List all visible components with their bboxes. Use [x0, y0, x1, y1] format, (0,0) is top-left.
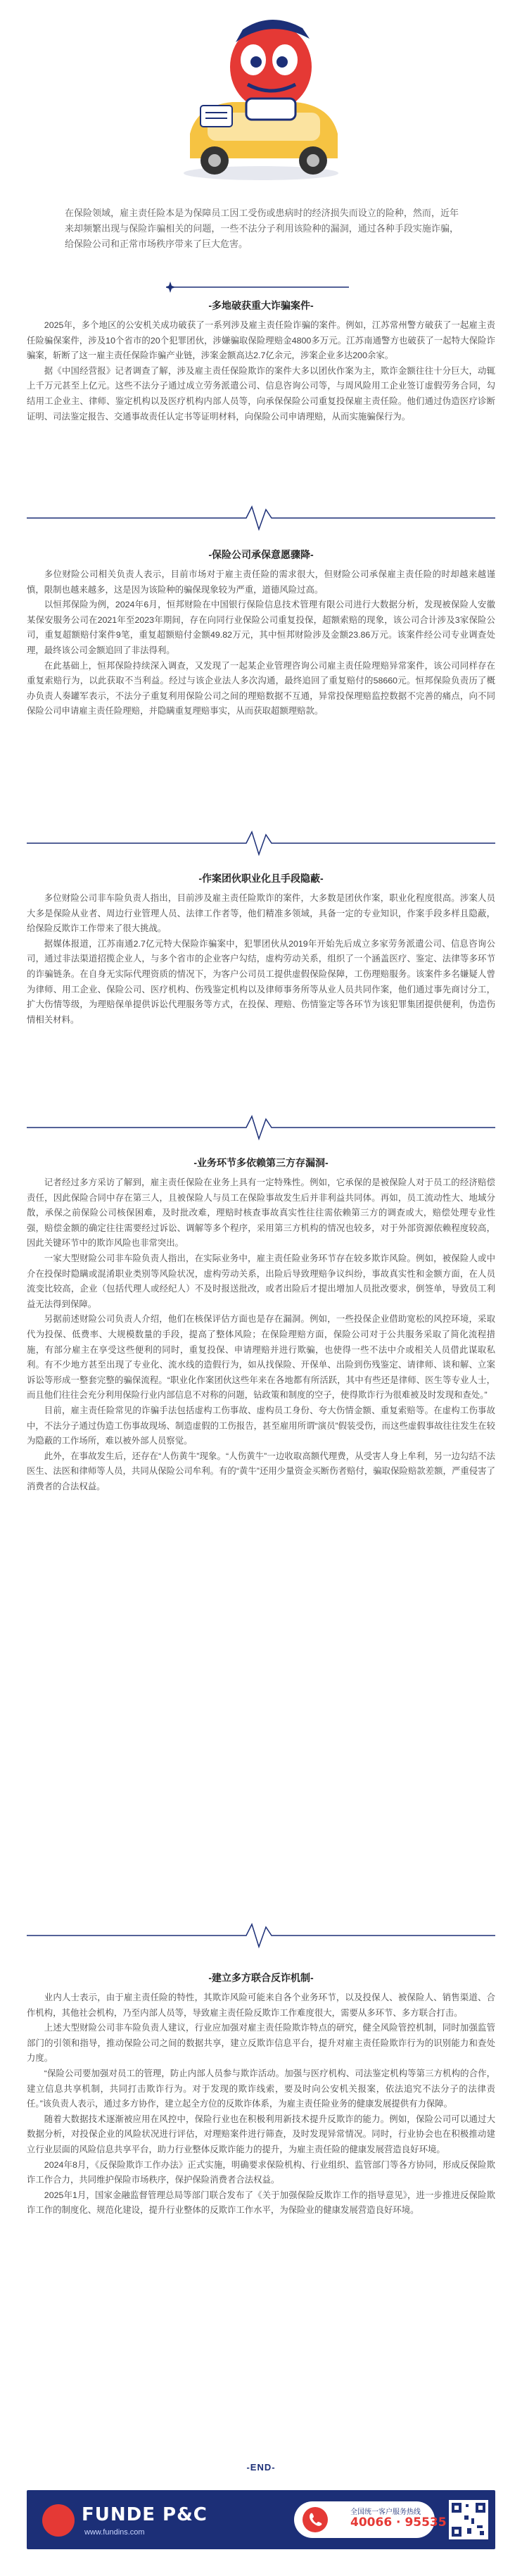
section-2-body [27, 567, 495, 719]
paragraph: 目前，雇主责任险常见的诈骗手法包括虚构工伤事故、虚构员工身份、夸大伤情金额、重复索赔等。在虚构工伤事故中，不法分子通过伪造工伤事故现场、制造虚假的工伤报告，甚至雇用所谓“演员”假装受伤，而这些虚假事故往往发生在较为隐蔽的工作场所，难以被外部人员察觉。 [27, 1405, 495, 1446]
paragraph: 随着大数据技术逐渐被应用在风控中，保险行业也在积极利用新技术提升反欺诈的能力。例如，保险公司可以通过大数据分析，对投保企业的风险状况进行评估，对理赔案件进行筛查，及时发现异常情况。同时，行业协会也在积极推动建立行业层面的风险信息共享平台，助力行业整体反欺诈能力的提升，为雇主责任险的健康发展营造良好环境。 [27, 2114, 495, 2154]
section-5-body [27, 1990, 495, 2218]
paragraph: 一家大型财险公司非车险负责人指出，在实际业务中，雇主责任险业务环节存在较多欺诈风险。例如，被保险人或中介在投保时隐瞒或混淆职业类别等风险状况，虚构劳动关系，出险后导致理赔争议纠纷，事故真实性和金额方面，在人员流变比较高，企业（包括代理人或经纪人）不及时报送批改，或者出险后才提出增加人员批改要求，倒签单，导致员工利益无法得到保障。 [27, 1253, 495, 1309]
paragraph: 上述大型财险公司非车险负责人建议，行业应加强对雇主责任险欺诈特点的研究，健全风险管控机制，同时加强监管部门的引领和指导，推动保险公司之间的数据共享，建立反欺诈信息平台，提升对雇主责任险欺诈行为的识别能力和查处力度。 [27, 2023, 495, 2064]
section-title-3: -作案团伙职业化且手段隐蔽- [198, 873, 324, 884]
section-title-5: -建立多方联合反诈机制- [208, 1972, 314, 1983]
paragraph: 多位财险公司相关负责人表示，目前市场对于雇主责任险的需求很大，但财险公司承保雇主责任险的时却越来越谨慎，限制也越来越多，这是因为该险种的骗保现象较为严重，道德风险过高。 [27, 569, 495, 595]
section-divider-1 [166, 282, 356, 293]
hotline-label: 全国统一客户服务热线 [350, 2508, 421, 2516]
paragraph: 业内人士表示，由于雇主责任险的特性，其欺诈风险可能来自各个业务环节，以及投保人、被保险人、销售渠道、合作机构，其他社会机构，乃至内部人员等，导致雇主责任险反欺诈工作难度很大，需要从多环节、多方联合打击。 [27, 1993, 495, 2018]
qr-code-icon [449, 2500, 488, 2539]
brand-logo-icon [42, 2504, 75, 2537]
paragraph: 在此基础上，恒邦保险持续深入调查，又发现了一起某企业管理咨询公司雇主责任险理赔异常案件，该公司同样存在重复索赔行为，以此获取不当利益。经过与该企业法人多次沟通，最终追回了重复赔付的58660元。恒邦保险负责历了概办负责人奏罐军表示，不法分子重复利用保险公司之间的理赔数据不互通，异常投保理赔监控数据不完善的痛点，向不同保险公司申请雇主责任险理赔，并隐瞒重复理赔事实，从而获取超额理赔款。 [27, 660, 495, 716]
hotline-number[interactable]: 40066 · 95535 [350, 2515, 447, 2530]
paragraph: 另据前述财险公司负责人介绍，他们在核保评估方面也是存在漏洞。例如，一些投保企业借助宽松的风控环境，采取代为投保、低费率、大规模数量的手段，提高了整体风险；在保险理赔方面，保险公司对于公共服务采取了简化流程措施，有部分雇主在享受这些便利的同时，重复投保、申请理赔并进行欺骗，也使得一些不法中介或相关人员借此谋取私利。有不少地方甚至出现了专业化、流水线的造假行为，如从找保险、开保单、出险到伤残鉴定、请律师、谈和解、立案诉讼等形成一整套完整的骗保流程。“职业化作案团伙这些年来在各地都有所活跃，其中有些还是律师、医生等专业人士，而且他们往往会充分利用保险行业内部信息不对称的问题，钻政策和制度的空子，使得欺诈行为很难被及时发现和查处。” [27, 1314, 495, 1401]
paragraph: 2025年1月，国家金融监督管理总局等部门联合发布了《关于加强保险反欺诈工作的指导意见》，进一步推进反保险欺诈工作的制度化、规范化建设，提升行业整体的反欺诈工作水平，为保险业的健康发展营造良好环境。 [27, 2190, 495, 2216]
paragraph: 2025年，多个地区的公安机关成功破获了一系列涉及雇主责任险诈骗的案件。例如，江苏常州警方破获了一起雇主责任险骗保案件，涉及10个省市的20个犯罪团伙，涉嫌骗取保险理赔金4800多万元。江苏南通警方也破获了一起特大保险诈骗案，斩断了这一雇主责任保险诈骗产业链，涉案金额高达2.7亿余元，涉案企业多达200余家。 [27, 320, 495, 361]
paragraph: 记者经过多方采访了解到，雇主责任保险在业务上具有一定特殊性。例如，它承保的是被保险人对于员工的经济赔偿责任，因此保险合同中存在第三人，且被保险人与员工在保险事故发生后并非利益共同体。再如，员工流动性大、地域分散，承保之前保险公司核保困难，及时批改难，理赔时核查事故真实性往往需依赖第三方的调查或大，赔偿处理专业性强，赔偿金额的确定往往需要经过诉讼、调解等多个程序，采用第三方机构的情况也较多，对于外部资源依赖程度较高，因此关键环节中的欺诈风险也非常突出。 [27, 1177, 495, 1249]
section-4-body [27, 1175, 495, 1494]
intro-paragraph: 在保险领域，雇主责任险本是为保障员工因工受伤或患病时的经济损失而设立的险种，然而，近年来却频繁出现与保险诈骗相关的问题，一些不法分子利用该险种的漏洞，通过各种手段实施诈骗，给保险公司和正常市场秩序带来了巨大危害。 [65, 208, 459, 249]
paragraph: “保险公司要加强对员工的管理，防止内部人员参与欺诈活动。加强与医疗机构、司法鉴定机构等第三方机构的合作，建立信息共享机制，共同打击欺诈行为。对于发现的欺诈线索，要及时向公安机关报案，依法追究不法分子的法律责任。”该负责人表示，通过多方协作，建立起全方位的反欺诈体系，为雇主责任险业务的健康发展提供有力保障。 [27, 2068, 495, 2109]
pulse-divider-icon [27, 1112, 495, 1143]
paragraph: 多位财险公司非车险负责人指出，目前涉及雇主责任险欺诈的案件，大多数是团伙作案，职业化程度很高。涉案人员大多是保险从业者、周边行业管理人员、法律工作者等，他们精准多领域，具备一定的专业知识，作案手段多样且隐蔽，给保险反欺诈工作带来了很大挑战。 [27, 893, 495, 934]
end-marker: -END- [246, 2462, 276, 2473]
brand-url[interactable]: www.fundins.com [84, 2528, 145, 2537]
mascot-car-icon [0, 0, 522, 190]
section-title-2: -保险公司承保意愿骤降- [208, 549, 314, 560]
paragraph: 据《中国经营报》记者调查了解，涉及雇主责任保险欺诈的案件大多以团伙作案为主，欺诈金额往往十分巨大，动辄上千万元甚至上亿元。这些不法分子通过成立劳务派遣公司、信息咨询公司等，与周风险用工企业签订虚假劳务合同，勾结用工企业主、律师、鉴定机构以及医疗机构内部人员等，向承保保险公司重复投保雇主责任险。他们通过伪造医疗诊断证明、司法鉴定报告、交通事故责任认定书等证明材料，向保险公司申请理赔，从而实施骗保行为。 [27, 365, 495, 422]
hero-illustration [0, 0, 522, 190]
brand-name: FUNDE P&C [82, 2504, 208, 2525]
section-title-1: -多地破获重大诈骗案件- [208, 300, 314, 311]
section-1-body [27, 318, 495, 424]
paragraph: 以恒邦保险为例，2024年6月，恒邦财险在中国银行保险信息技术管理有限公司进行大数据分析，发现被保险人安徽某保安服务公司在2021年至2023年期间，存在向同行业保险公司重复投保，超额索赔的现象，该公司合计涉及3家保险公司，重复超额赔付案件9笔，重复超额赔付金额49.82万元，其中恒邦财险涉及金额23.86万元。该案件经公司专业调查处理，最终该公司金额追回了非法得利。 [27, 600, 495, 655]
pulse-divider-icon [27, 503, 495, 533]
section-3-body [27, 891, 495, 1028]
paragraph: 据媒体报道，江苏南通2.7亿元特大保险诈骗案中，犯罪团伙从2019年开始先后成立多家劳务派遣公司、信息咨询公司，通过非法渠道招揽企业人，与多个省市的企业客户勾结，虚构劳动关系，组织了一个涵盖医疗、鉴定、法律等多环节的诈骗链条。在自身无实际代理资质的情况下，为客户公司员工提供虚假保险保障，工伤理赔服务。该案件多名嫌疑人曾为律师、用工企业、保险公司、医疗机构、伤残鉴定机构以及律师事务所等从业人员共同作案，他们通过事先商讨分工，扩大伤情等级，为理赔保单提供诉讼代理服务等方式，在投保、理赔、伤情鉴定等各环节为该犯罪集团提供便利，伪造伤情相关材料。 [27, 938, 495, 1025]
pulse-divider-icon [27, 1920, 495, 1951]
paragraph: 此外，在事故发生后，还存在“人伤黄牛”现象。“人伤黄牛”一边收取高额代理费，从受害人身上牟利，另一边勾结不法医生、法医和律师等人员，共同从保险公司牟利。有的“黄牛”还用少量资金买断伤者赔付，骗取保险赔款差额，严重侵害了消费者的合法权益。 [27, 1451, 495, 1491]
section-title-4: -业务环节多依赖第三方存漏洞- [193, 1157, 329, 1168]
footer-banner [27, 2490, 495, 2549]
paragraph: 2024年8月，《反保险欺诈工作办法》正式实施，明确要求保险机构、行业组织、监管部门等各方协同，形成反保险欺诈工作合力，共同维护保险市场秩序，保护保险消费者合法权益。 [27, 2159, 495, 2185]
pulse-divider-icon [27, 828, 495, 859]
phone-icon [301, 2506, 329, 2534]
